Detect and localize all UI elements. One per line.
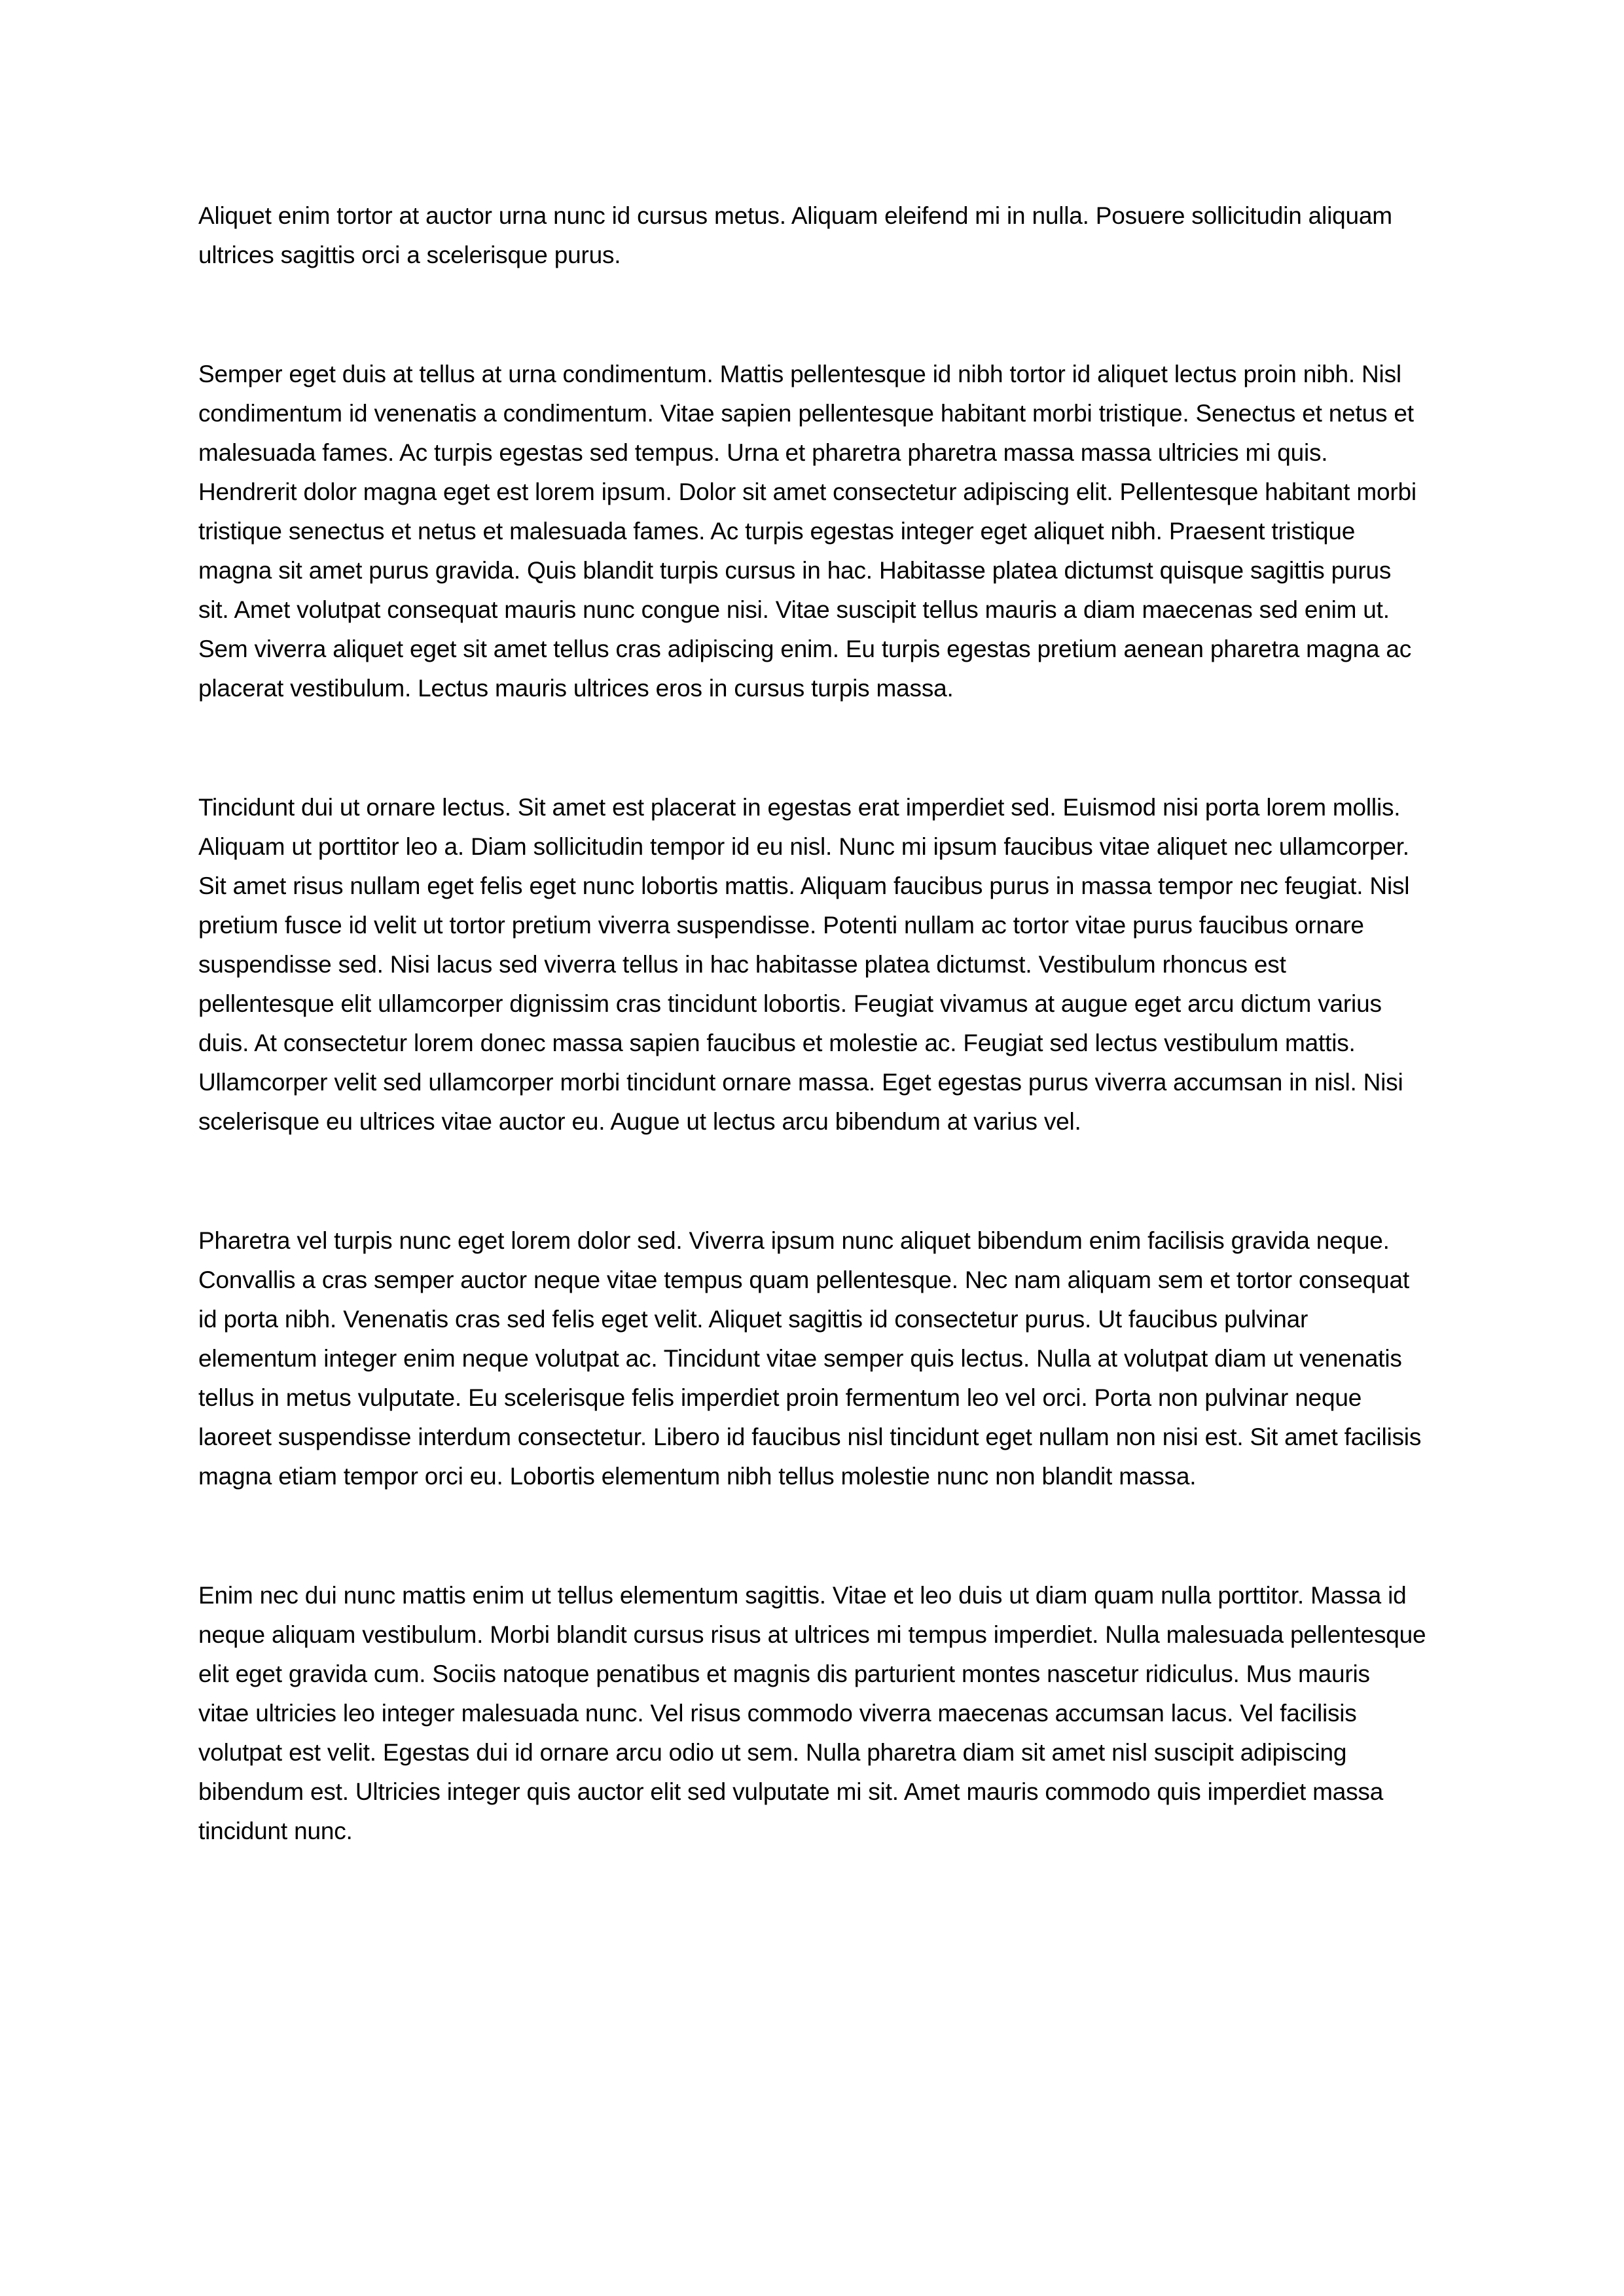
document-text-area (198, 196, 1426, 1851)
paragraph: Aliquet enim tortor at auctor urna nunc id cursus metus. Aliquam eleifend mi in nulla. Posuere sollicitudin aliquam ultrices sagittis orci a scelerisque purus. (198, 202, 1392, 268)
paragraph: Tincidunt dui ut ornare lectus. Sit amet est placerat in egestas erat imperdiet sed. Euismod nisi porta lorem mollis. Aliquam ut porttitor leo a. Diam sollicitudin tempor id eu nisl. Nunc mi ipsum faucibus vitae aliquet nec ullamcorper. Sit amet risus nullam eget felis eget nunc lobortis mattis. Aliquam faucibus purus in massa tempor nec feugiat. Nisl pretium fusce id velit ut tortor pretium viverra suspendisse. Potenti nullam ac tortor vitae purus faucibus ornare suspendisse sed. Nisi lacus sed viverra tellus in hac habitasse platea dictumst. Vestibulum rhoncus est pellentesque elit ullamcorper dignissim cras tincidunt lobortis. Feugiat vivamus at augue eget arcu dictum varius duis. At consectetur lorem donec massa sapien faucibus et molestie ac. Feugiat sed lectus vestibulum mattis. Ullamcorper velit sed ullamcorper morbi tincidunt ornare massa. Eget egestas purus viverra accumsan in nisl. Nisi scelerisque eu ultrices vitae auctor eu. Augue ut lectus arcu bibendum at varius vel. (198, 794, 1410, 1135)
paragraph: Semper eget duis at tellus at urna condimentum. Mattis pellentesque id nibh tortor id aliquet lectus proin nibh. Nisl condimentum id venenatis a condimentum. Vitae sapien pellentesque habitant morbi tristique. Senectus et netus et malesuada fames. Ac turpis egestas sed tempus. Urna et pharetra pharetra massa massa ultricies mi quis. Hendrerit dolor magna eget est lorem ipsum. Dolor sit amet consectetur adipiscing elit. Pellentesque habitant morbi tristique senectus et netus et malesuada fames. Ac turpis egestas integer eget aliquet nibh. Praesent tristique magna sit amet purus gravida. Quis blandit turpis cursus in hac. Habitasse platea dictumst quisque sagittis purus sit. Amet volutpat consequat mauris nunc congue nisi. Vitae suscipit tellus mauris a diam maecenas sed enim ut. Sem viverra aliquet eget sit amet tellus cras adipiscing enim. Eu turpis egestas pretium aenean pharetra magna ac placerat vestibulum. Lectus mauris ultrices eros in cursus turpis massa. (198, 361, 1416, 702)
paragraph: Enim nec dui nunc mattis enim ut tellus elementum sagittis. Vitae et leo duis ut diam quam nulla porttitor. Massa id neque aliquam vestibulum. Morbi blandit cursus risus at ultrices mi tempus imperdiet. Nulla malesuada pellentesque elit eget gravida cum. Sociis natoque penatibus et magnis dis parturient montes nascetur ridiculus. Mus mauris vitae ultricies leo integer malesuada nunc. Vel risus commodo viverra maecenas accumsan lacus. Vel facilisis volutpat est velit. Egestas dui id ornare arcu odio ut sem. Nulla pharetra diam sit amet nisl suscipit adipiscing bibendum est. Ultricies integer quis auctor elit sed vulputate mi sit. Amet mauris commodo quis imperdiet massa tincidunt nunc. (198, 1582, 1426, 1844)
paragraph: Pharetra vel turpis nunc eget lorem dolor sed. Viverra ipsum nunc aliquet bibendum enim facilisis gravida neque. Convallis a cras semper auctor neque vitae tempus quam pellentesque. Nec nam aliquam sem et tortor consequat id porta nibh. Venenatis cras sed felis eget velit. Aliquet sagittis id consectetur purus. Ut faucibus pulvinar elementum integer enim neque volutpat ac. Tincidunt vitae semper quis lectus. Nulla at volutpat diam ut venenatis tellus in metus vulputate. Eu scelerisque felis imperdiet proin fermentum leo vel orci. Porta non pulvinar neque laoreet suspendisse interdum consectetur. Libero id faucibus nisl tincidunt eget nullam non nisi est. Sit amet facilisis magna etiam tempor orci eu. Lobortis elementum nibh tellus molestie nunc non blandit massa. (198, 1227, 1422, 1490)
